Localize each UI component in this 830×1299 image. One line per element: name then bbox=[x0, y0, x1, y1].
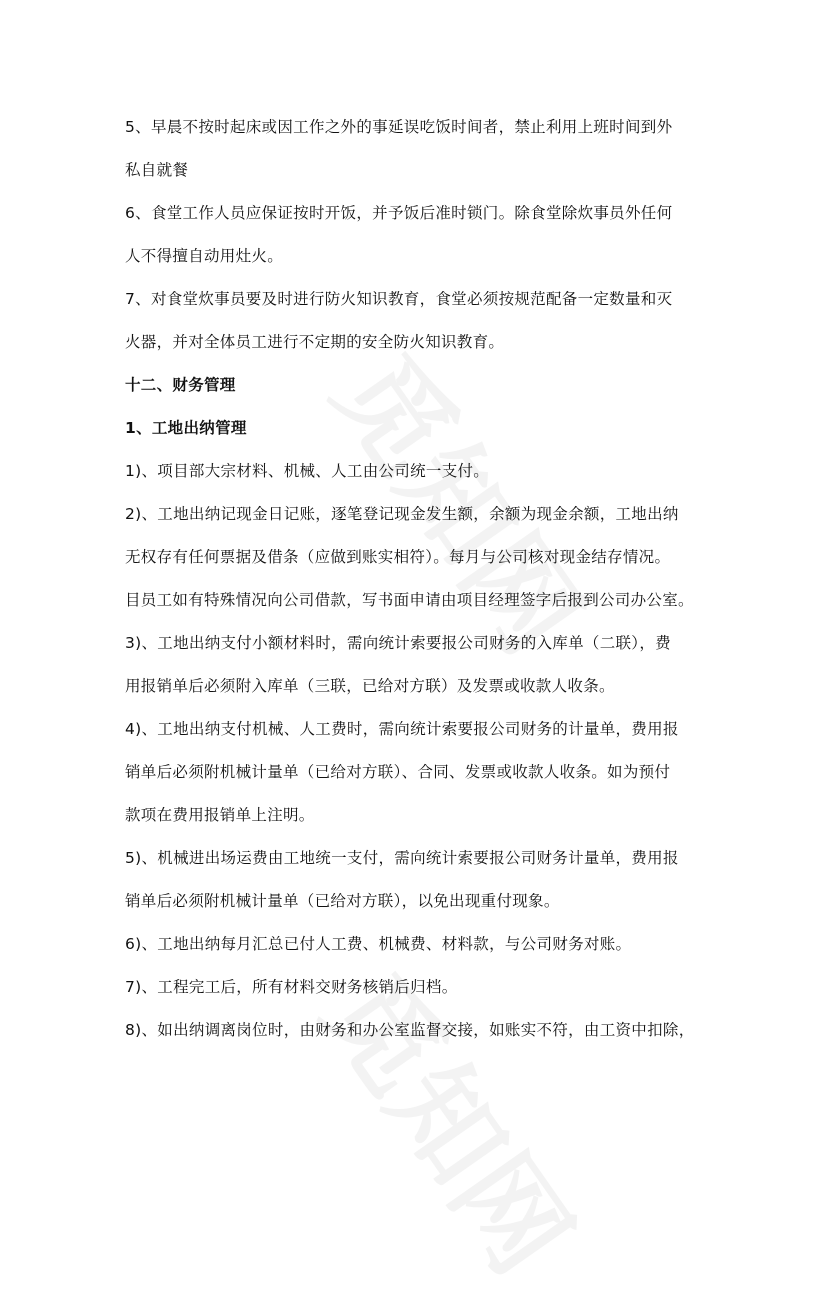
watermark bbox=[306, 319, 625, 680]
paragraph-line: 无权存有任何票据及借条（应做到账实相符）。每月与公司核对现金结存情况。 bbox=[125, 548, 671, 566]
paragraph-line: 4)、工地出纳支付机械、人工费时，需向统计索要报公司财务的计量单，费用报 bbox=[125, 720, 679, 738]
paragraph-line: 6、食堂工作人员应保证按时开饭，并予饭后准时锁门。除食堂除炊事员外任何 bbox=[125, 204, 673, 222]
paragraph-line: 2)、工地出纳记现金日记账，逐笔登记现金发生额，余额为现金余额，工地出纳 bbox=[125, 505, 679, 523]
paragraph-line: 7、对食堂炊事员要及时进行防火知识教育，食堂必须按规范配备一定数量和灭 bbox=[125, 290, 673, 308]
paragraph-line: 目员工如有特殊情况向公司借款，写书面申请由项目经理签字后报到公司办公室。 bbox=[125, 591, 694, 609]
paragraph-line: 6)、工地出纳每月汇总已付人工费、机械费、材料款，与公司财务对账。 bbox=[125, 935, 632, 953]
paragraph-line: 销单后必须附机械计量单（已给对方联）、合同、发票或收款人收条。如为预付 bbox=[125, 763, 671, 781]
paragraph-line: 1)、项目部大宗材料、机械、人工由公司统一支付。 bbox=[125, 462, 490, 480]
sub-heading: 1、工地出纳管理 bbox=[125, 419, 247, 437]
paragraph-line: 私自就餐 bbox=[125, 161, 189, 179]
section-heading: 十二、财务管理 bbox=[125, 376, 236, 394]
paragraph-line: 销单后必须附机械计量单（已给对方联），以免出现重付现象。 bbox=[125, 892, 560, 910]
paragraph-line: 5、早晨不按时起床或因工作之外的事延误吃饭时间者，禁止利用上班时间到外 bbox=[125, 118, 673, 136]
paragraph-line: 用报销单后必须附入库单（三联，已给对方联）及发票或收款人收条。 bbox=[125, 677, 615, 695]
paragraph-line: 8)、如出纳调离岗位时，由财务和办公室监督交接，如账实不符，由工资中扣除， bbox=[125, 1021, 695, 1039]
paragraph-line: 款项在费用报销单上注明。 bbox=[125, 806, 315, 824]
paragraph-line: 人不得擅自动用灶火。 bbox=[125, 247, 284, 265]
paragraph-line: 3)、工地出纳支付小额材料时，需向统计索要报公司财务的入库单（二联），费 bbox=[125, 634, 671, 652]
paragraph-line: 5)、机械进出场运费由工地统一支付，需向统计索要报公司财务计量单，费用报 bbox=[125, 849, 679, 867]
paragraph-line: 火器，并对全体员工进行不定期的安全防火知识教育。 bbox=[125, 333, 505, 351]
paragraph-line: 7)、工程完工后，所有材料交财务核销后归档。 bbox=[125, 978, 458, 996]
